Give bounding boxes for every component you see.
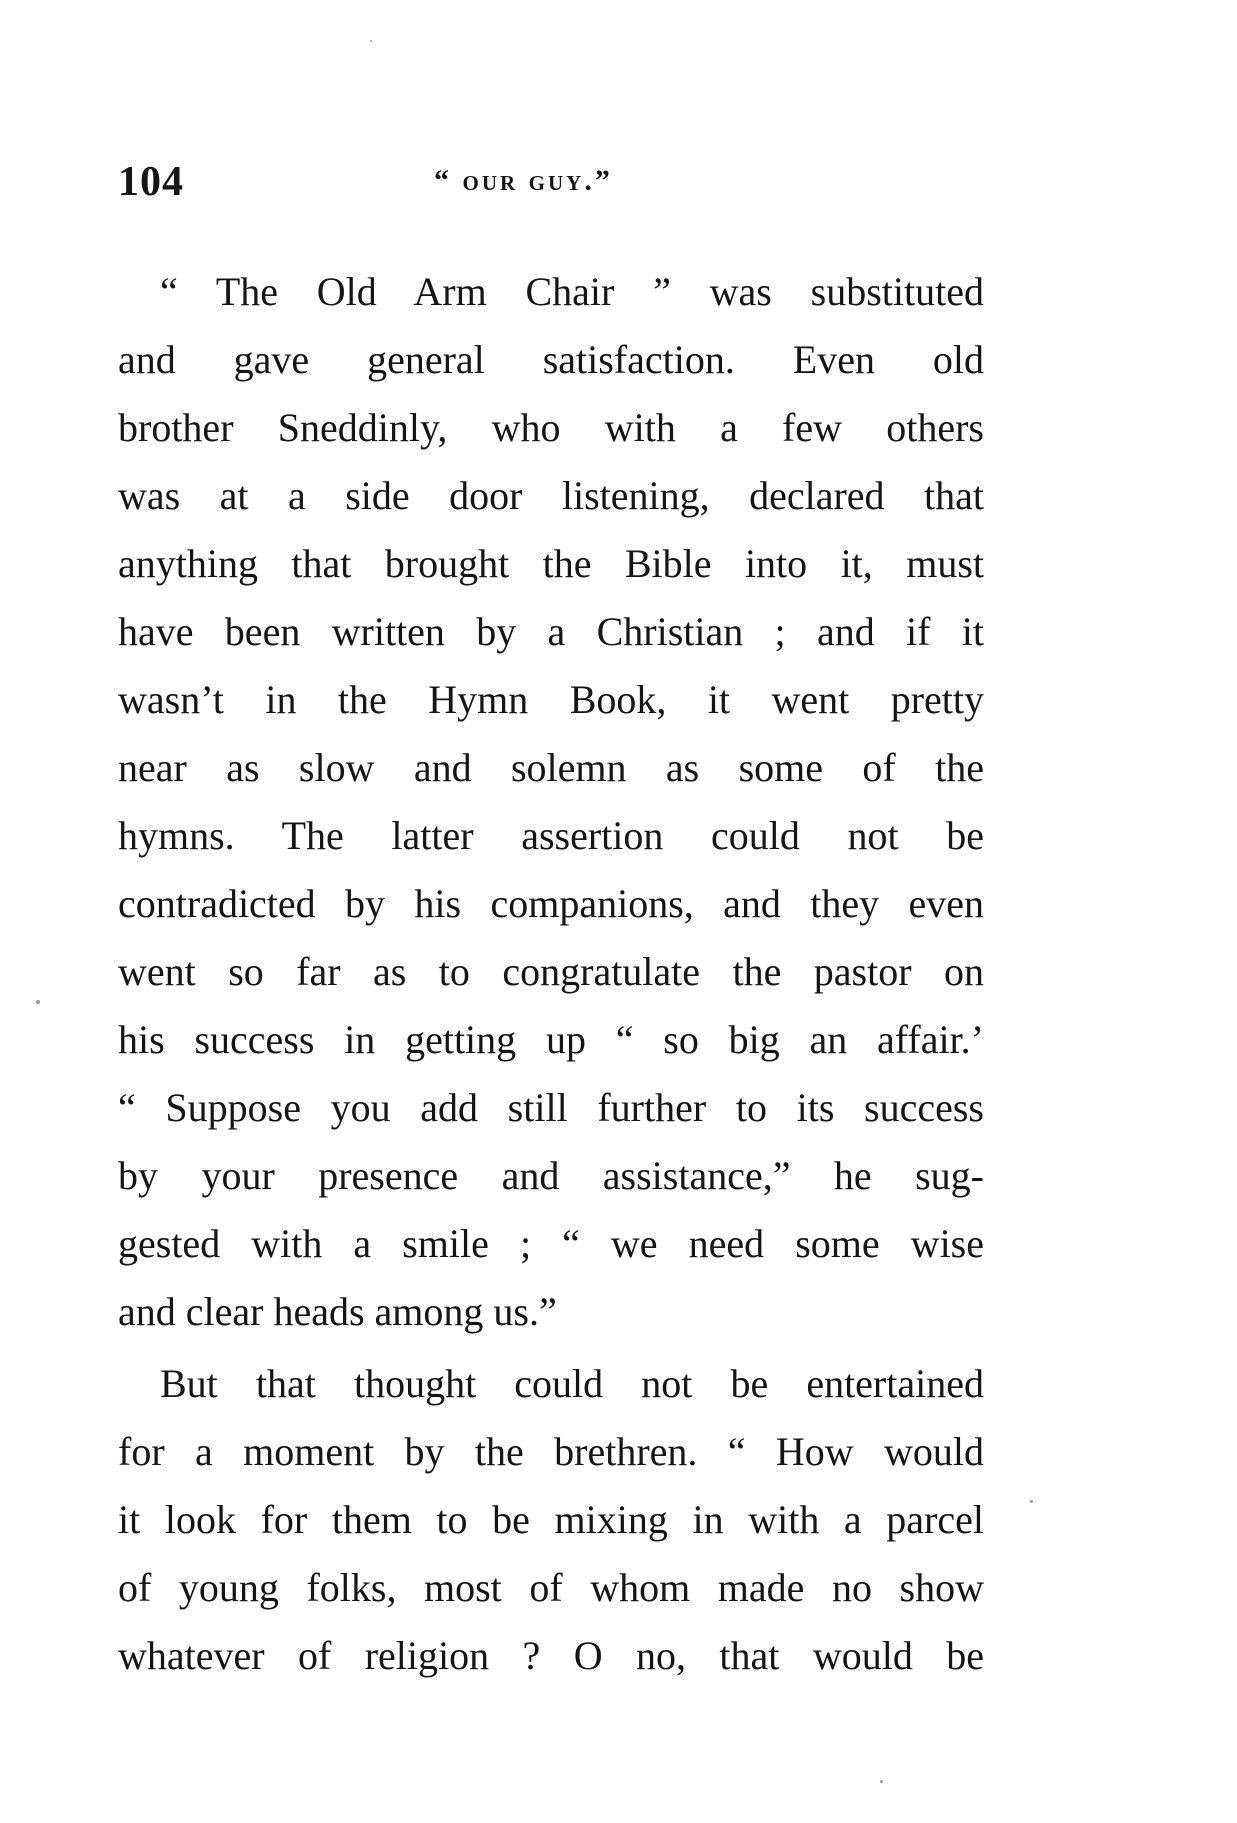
scan-speck — [370, 40, 372, 42]
text-line: near as slow and solemn as some of the — [118, 745, 984, 790]
text-line: went so far as to congratulate the pastor on — [118, 949, 984, 994]
running-head — [0, 158, 1237, 208]
text-line: have been written by a Christian ; and if it — [118, 609, 984, 654]
text-line: it look for them to be mixing in with a parcel — [118, 1497, 984, 1542]
text-line: brother Sneddinly, who with a few others — [118, 405, 984, 450]
text-line: gested with a smile ; “ we need some wise — [118, 1221, 984, 1266]
text-line: But that thought could not be entertained — [160, 1361, 984, 1406]
text-line: contradicted by his companions, and they even — [118, 881, 984, 926]
text-line: wasn’t in the Hymn Book, it went pretty — [118, 677, 984, 722]
text-line: anything that brought the Bible into it, must — [118, 541, 984, 586]
scan-speck — [36, 1000, 40, 1004]
text-line: was at a side door listening, declared that — [118, 473, 984, 518]
body-text — [118, 258, 984, 1690]
scan-speck — [880, 1780, 883, 1783]
text-line: and gave general satisfaction. Even old — [118, 337, 984, 382]
text-line: for a moment by the brethren. “ How would — [118, 1429, 984, 1474]
text-line: of young folks, most of whom made no show — [118, 1565, 984, 1610]
running-title: “ our guy.” — [434, 164, 613, 197]
text-line: “ Suppose you add still further to its success — [118, 1085, 984, 1130]
text-line: his success in getting up “ so big an affair.’ — [118, 1017, 984, 1062]
scan-speck — [1030, 1500, 1033, 1503]
text-line: whatever of religion ? O no, that would be — [118, 1633, 984, 1678]
text-line: “ The Old Arm Chair ” was substituted — [160, 269, 984, 314]
text-line: and clear heads among us.” — [118, 1289, 557, 1334]
text-line: hymns. The latter assertion could not be — [118, 813, 984, 858]
page-number: 104 — [118, 159, 184, 205]
text-line: by your presence and assistance,” he sug- — [118, 1153, 984, 1198]
